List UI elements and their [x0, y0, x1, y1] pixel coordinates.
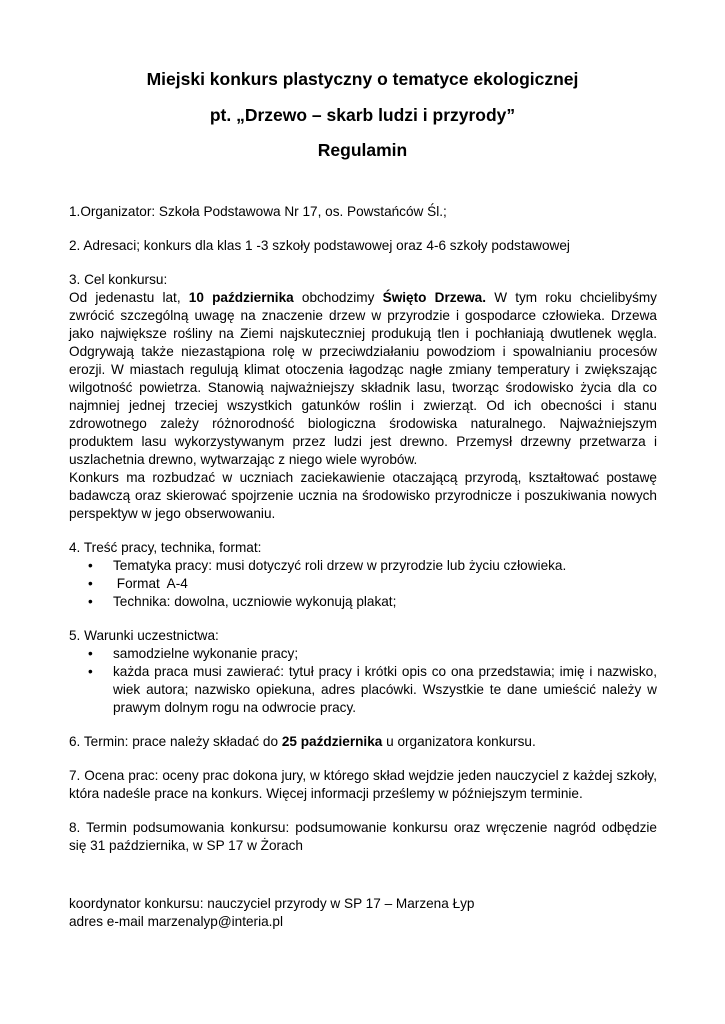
bullet-icon: •: [88, 594, 93, 609]
list-item-text: każda praca musi zawierać: tytuł pracy i krótki opis co ona przedstawia; imię i nazwisko, wiek autora; nazwisko opiekuna, adres placówki. Wszystkie te dane umieścić należy w prawym dolnym rogu na odwrocie pracy.: [113, 664, 657, 715]
conditions-list: [69, 645, 657, 717]
list-item-text: Format A-4: [113, 576, 188, 591]
goal-text-part3: W tym roku chcielibyśmy zwrócić szczególną uwagę na znaczenie drzew w przyrodzie i gospodarce człowieka. Drzewa jako największe rośliny na Ziemi najskuteczniej produkują tlen i pochłaniają dwutlenek węgla. Odgrywają także niezastąpiona rolę w przeciwdziałaniu powodziom i spowalnianiu procesów erozji. W miastach regulują klimat otoczenia łagodząc nagłe zmiany temperatury i zwiększając wilgotność powietrza. Stanowią najważniejszy składnik lasu, tworząc środowisko życia dla co najmniej jednej trzeciej wszystkich gatunków roślin i zwierząt. Od ich obecności i stanu zdrowotnego zależy różnorodność biologiczna środowiska naturalnego. Najważniejszym produktem lasu wykorzystywanym przez ludzi jest drewno. Przemysł drzewny przetwarza i uszlachetnia drewno, wytwarzając z niego wiele wyrobów.: [69, 290, 657, 467]
section-deadline: [69, 733, 657, 751]
deadline-text-part2: u organizatora konkursu.: [382, 734, 536, 749]
content-list: [69, 557, 657, 611]
list-item: [69, 593, 657, 611]
list-item: [69, 575, 657, 593]
section-conditions-heading: 5. Warunki uczestnictwa:: [69, 628, 219, 643]
bullet-icon: •: [88, 576, 93, 591]
list-item: [69, 557, 657, 575]
title-line-2: pt. „Drzewo – skarb ludzi i przyrody”: [209, 105, 516, 125]
footer-email: adres e-mail marzenalyp@interia.pl: [69, 914, 284, 929]
deadline-text-part1: 6. Termin: prace należy składać do: [69, 734, 282, 749]
list-item: [69, 645, 657, 663]
goal-text-part1: Od jedenastu lat,: [69, 290, 189, 305]
title-line-3: Regulamin: [317, 140, 408, 160]
bullet-icon: •: [88, 646, 93, 661]
bullet-icon: •: [88, 664, 93, 679]
section-goal-paragraph-2: Konkurs ma rozbudzać w uczniach zaciekawienie otaczającą przyrodą, kształtować postawę badawczą oraz skierować spojrzenie ucznia na środowisko przyrodnicze i poszukiwania nowych perspektyw w jego obserwowaniu.: [69, 470, 657, 521]
goal-date-bold: 10 października: [188, 290, 294, 305]
list-item-text: samodzielne wykonanie pracy;: [113, 646, 299, 661]
section-organizer: 1.Organizator: Szkoła Podstawowa Nr 17, os. Powstańców Śl.;: [69, 204, 447, 219]
section-content-heading: 4. Treść pracy, technika, format:: [69, 540, 262, 555]
section-goal-paragraph-1: [69, 289, 657, 469]
list-item-text: Tematyka pracy: musi dotyczyć roli drzew w przyrodzie lub życiu człowieka.: [113, 558, 567, 573]
regulations-body: [69, 203, 657, 931]
goal-holiday-bold: Święto Drzewa.: [382, 290, 486, 305]
bullet-icon: •: [88, 558, 93, 573]
footer-coordinator: koordynator konkursu: nauczyciel przyrody w SP 17 – Marzena Łyp: [69, 896, 475, 911]
section-summary: 8. Termin podsumowania konkursu: podsumowanie konkursu oraz wręczenie nagród odbędzie się 31 października, w SP 17 w Żorach: [69, 820, 657, 853]
section-recipients: 2. Adresaci; konkurs dla klas 1 -3 szkoły podstawowej oraz 4-6 szkoły podstawowej: [69, 238, 570, 253]
list-item: [69, 663, 657, 717]
deadline-date-bold: 25 października: [281, 734, 383, 749]
section-goal-heading: 3. Cel konkursu:: [69, 272, 168, 287]
list-item-text: Technika: dowolna, uczniowie wykonują plakat;: [113, 594, 397, 609]
title-line-1: Miejski konkurs plastyczny o tematyce ekologicznej: [146, 69, 579, 89]
goal-text-part2: obchodzimy: [293, 290, 383, 305]
section-evaluation: 7. Ocena prac: oceny prac dokona jury, w którego skład wejdzie jeden nauczyciel z każdej szkoły, która nadeśle prace na konkurs. Więcej informacji prześlemy w późniejszym terminie.: [69, 768, 657, 801]
